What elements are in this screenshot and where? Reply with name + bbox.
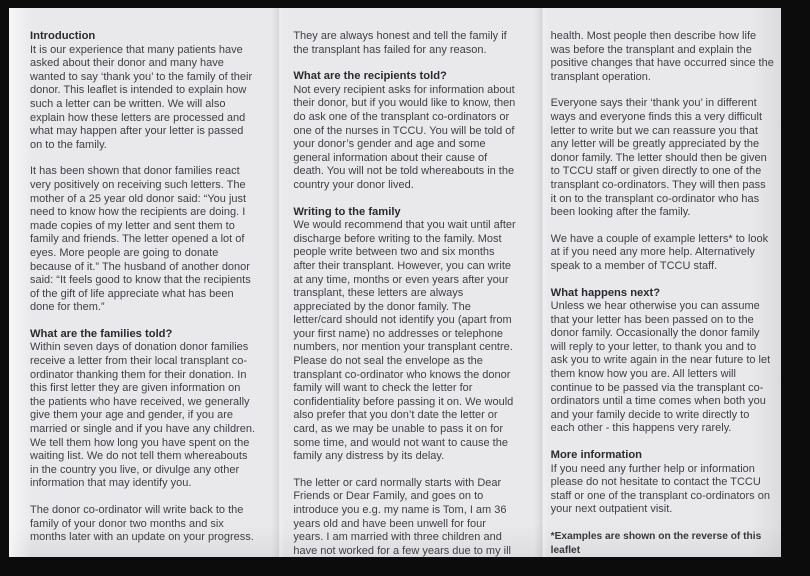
paragraph: The donor co-ordinator will write back to the family of your donor two months and six months later with an update on your progress. bbox=[30, 504, 254, 544]
section-heading-writing-to-family: Writing to the family bbox=[293, 205, 401, 218]
leaflet-panel-3 bbox=[524, 8, 781, 557]
paragraph: It is our experience that many patients have asked about their donor and many have wanted to say ‘thank you’ to the family of their donor. This leaflet is intended to explain how such a letter can be written. We will also explain how these letters are processed and what may happen after your letter is passed on to the family. bbox=[30, 43, 253, 151]
leaflet bbox=[9, 8, 781, 557]
paragraph: We have a couple of example letters* to look at if you need any more help. Alternatively speak to a member of TCCU staff. bbox=[550, 232, 769, 272]
paragraph: If you need any further help or information please do not hesitate to contact the TCCU staff or one of the transplant co-ordinators on your next outpatient visit. bbox=[550, 462, 770, 516]
leaflet-panel-1 bbox=[9, 8, 266, 557]
paragraph: Unless we hear otherwise you can assume that your letter has been passed on to the donor family. Occasionally the donor family will reply to your letter, to thank you and to ask you to write again in the near future to let them know how you are. All letters will continue to be passed via the transplant co-ordinators until a time comes when both you and your family decide to write directly to each other - this happens very rarely. bbox=[550, 300, 771, 435]
footnote-examples: *Examples are shown on the reverse of this leaflet bbox=[550, 531, 762, 556]
paragraph: They are always honest and tell the family if the transplant has failed for any reason. bbox=[293, 30, 507, 56]
paragraph: Within seven days of donation donor families receive a letter from their local transplant co-ordinator thanking them for their donation. In this first letter they are given information on the patients who have received, we generally give them your age and gender, if you are married or single and if you have any children. We tell them how long you have spent on the waiting list. We do not tell them whereabouts in the country you live, or divulge any other information that may identify you. bbox=[30, 341, 256, 490]
paragraph: It has been shown that donor families react very positively on receiving such letters. The mother of a 25 year old donor said: “You just need to know how the recipients are doing. I made copies of my letter and sent them to family and friends. The letter opened a lot of eyes. More people are going to donate because of it.” The husband of another donor said: “It feels good to know that the recipients of the gift of life appreciate what has been done for them.” bbox=[30, 165, 251, 314]
paragraph: The letter or card normally starts with Dear Friends or Dear Family, and goes on to introduce you e.g. my name is Tom, I am 36 years old and have been unwell for four years. I am married with three children and have not worked for a few years due to my ill bbox=[293, 476, 511, 557]
section-heading-what-happens-next: What happens next? bbox=[550, 286, 661, 299]
paragraph: We would recommend that you wait until after discharge before writing to the family. Most people write between two and six months after their transplant. However, you can write at any time, months or even years after your transplant, these letters are always appreciated by the donor family. The letter/card should not identify you (apart from your first name) no addresses or telephone numbers, nor mention your transplant centre. Please do not seal the envelope as the transplant co-ordinator who knows the donor family will want to check the letter for confidentiality before passing it on. We would also prefer that you don’t date the letter or card, as we may be unable to pass it on for some time, and would not want to cause the family any distress by its delay. bbox=[293, 219, 516, 463]
paragraph: health. Most people then describe how life was before the transplant and explain the positive changes that have occurred since the transplant operation. bbox=[550, 30, 774, 83]
section-heading-more-information: More information bbox=[550, 449, 643, 462]
paragraph: Everyone says their ‘thank you’ in different ways and everyone finds this a very difficult letter to write but we can reassure you that any letter will be greatly appreciated by the donor family. The letter should then be given to TCCU staff or given directly to one of the transplant co-ordinators. They will then pass it on to the transplant co-ordinator who has been looking after the family. bbox=[550, 97, 767, 219]
section-heading-families-told: What are the families told? bbox=[30, 327, 173, 340]
paragraph: Not every recipient asks for information about their donor, but if you would like to know, then do ask one of the transplant co-ordinators or one of the nurses in TCCU. You will be told of your donor’s gender and age and some general information about their cause of death. You will not be told whereabouts in the country your donor lived. bbox=[293, 83, 516, 191]
leaflet-panel-2 bbox=[266, 8, 523, 557]
section-heading-introduction: Introduction bbox=[30, 30, 96, 42]
section-heading-recipients-told: What are the recipients told? bbox=[293, 70, 447, 83]
